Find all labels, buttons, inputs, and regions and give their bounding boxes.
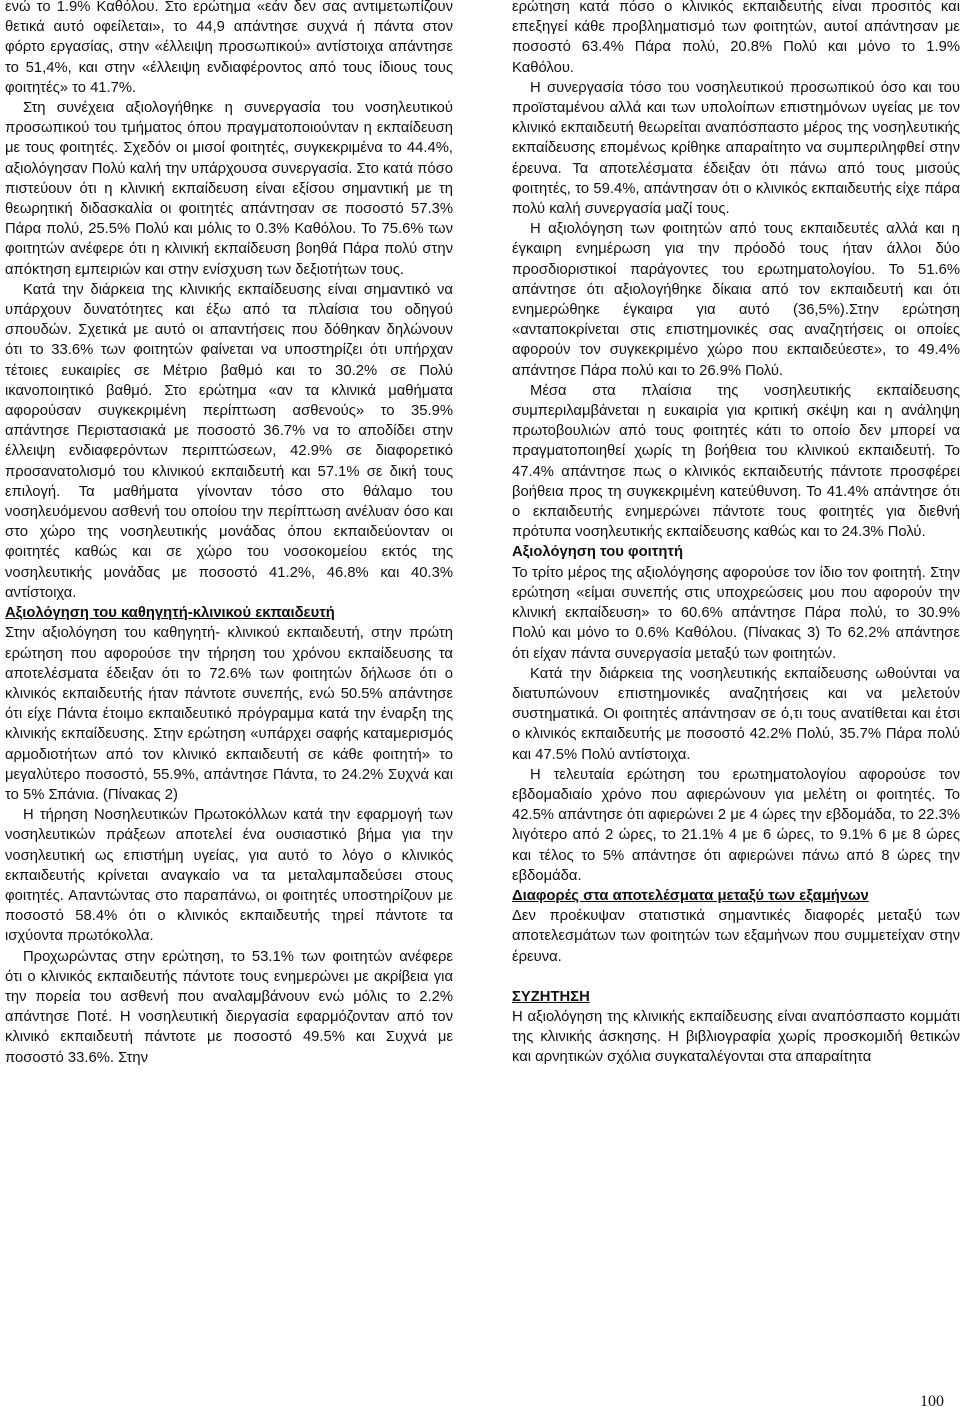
heading-student-evaluation: Αξιολόγηση του φοιτητή — [512, 544, 684, 561]
section-spacer — [512, 967, 960, 987]
left-paragraph-1: ενώ το 1.9% Καθόλου. Στο ερώτημα «εάν δεν σας αντιμετωπίζουν θετικά αυτό οφείλεται», το 44,9 απάντησε συχνά ή πάντα στον φόρτο εργασίας, στην «έλλειψη προσωπικού» αντίστοιχα απάντησε το 51,4%, και στην «έλλειψη ενδιαφέροντος από τους ίδιους τους φοιτητές» το 41.7%. — [5, 0, 453, 96]
right-paragraph-6: Κατά την διάρκεια της νοσηλευτικής εκπαίδευσης ωθούνται να διατυπώνουν επιστημονικές αναζητήσεις και να μελετούν συστηματικά. Οι φοιτητές απάντησαν σε ό,τι τους ανατίθεται και έτσι ο κλινικός εκπαιδευτής με ποσοστό 42.2% Πολύ, 35.7% Πάρα πολύ και 47.5% Πολύ αντίστοιχα. — [512, 665, 960, 763]
heading-semester-differences: Διαφορές στα αποτελέσματα μεταξύ των εξαμήνων — [512, 887, 869, 904]
heading-discussion: ΣΥΖΗΤΗΣΗ — [512, 988, 590, 1005]
right-paragraph-2: Η συνεργασία τόσο του νοσηλευτικού προσωπικού όσο και του προϊσταμένου αλλά και των υπολοίπων επιστημόνων υγείας με τον κλινικό εκπαιδευτή θεωρείται αναπόσπαστο μέρος της νοσηλευτικής εκπαίδευσης επομένως κρίθηκε απαραίτητο να συμπεριληφθεί στην έρευνα. Τα αποτελέσματα έδειξαν ότι πάνω από τους μισούς φοιτητές, το 59.4%, απάντησαν ότι ο κλινικός εκπαιδευτής είχε πάρα πολύ καλή συνεργασία μαζί τους. — [512, 79, 960, 218]
right-paragraph-3: Η αξιολόγηση των φοιτητών από τους εκπαιδευτές αλλά και η έγκαιρη ενημέρωση για την πρόοδό τους ήταν άλλοι δύο προσδιοριστικοί παράγοντες του ερωτηματολογίου. Το 51.6% απάντησε ότι αξιολογήθηκε δίκαια από τον εκπαιδευτή και ότι ενημερώθηκε έγκαιρα για αυτό (36,5%).Στην ερώτηση «ανταποκρίνεται στις επιστημονικές σας αναζητήσεις οι οποίες αφορούν τον συγκεκριμένο χώρο που εκπαιδεύεστε», το 49.4% απάντησε Πάρα πολύ και το 26.9% Πολύ. — [512, 221, 960, 379]
left-paragraph-2: Στη συνέχεια αξιολογήθηκε η συνεργασία του νοσηλευτικού προσωπικού του τμήματος όπου πραγματοποιούνταν η εκπαίδευση με τους φοιτητές. Σχεδόν οι μισοί φοιτητές, συγκεκριμένα το 44.4%, αξιολόγησαν Πολύ καλή την υπάρχουσα συνεργασία. Στο κατά πόσο πιστεύουν ότι η κλινική εκπαίδευση είναι εξίσου σημαντική με τη θεωρητική διδασκαλία οι φοιτητές απάντησαν σε ποσοστό 57.3% Πάρα πολύ, 25.5% Πολύ και μόλις το 0.3% Καθόλου. Το 75.6% των φοιτητών ανέφερε ότι η κλινική εκπαίδευση βοηθά Πάρα πολύ στην απόκτηση εμπειριών και στην ενίσχυση των δεξιοτήτων τους. — [5, 100, 453, 278]
right-paragraph-4: Μέσα στα πλαίσια της νοσηλευτικής εκπαίδευσης συμπεριλαμβάνεται η ευκαιρία για κριτική σκέψη και η ανάληψη πρωτοβουλιών από τους φοιτητές κάτι το οποίο δεν μπορεί να πραγματοποιηθεί χωρίς τη βοήθεια του κλινικού εκπαιδευτή. Το 47.4% απάντησε πως ο κλινικός εκπαιδευτής πάντοτε προσφέρει βοήθεια προς τη συγκεκριμένη κατεύθυνση. Το 41.4% απάντησε ότι ο εκπαιδευτής ενημερώνει πάντοτε τους φοιτητές για διεθνή πρότυπα νοσηλευτικής εκπαίδευσης καθώς και το 24.3% Πολύ. — [512, 382, 960, 541]
right-column — [512, 0, 960, 1068]
left-paragraph-6: Προχωρώντας στην ερώτηση, το 53.1% των φοιτητών ανέφερε ότι ο κλινικός εκπαιδευτής πάντοτε τους ενημερώνει με ακρίβεια για την πορεία του ασθενή που αναλαμβάνουν ενώ μόλις το 2.2% απάντησε Ποτέ. Η νοσηλευτική διεργασία εφαρμόζονταν από τον κλινικό εκπαιδευτή πάντοτε με ποσοστό 49.5% και Συχνά με ποσοστό 33.6%. Στην — [5, 948, 453, 1066]
right-paragraph-5: Το τρίτο μέρος της αξιολόγησης αφορούσε τον ίδιο τον φοιτητή. Στην ερώτηση «είμαι συνεπής στις υποχρεώσεις μου που αφορούν την κλινική εκπαίδευση» το 60.6% απάντησε Πάρα πολύ, το 30.9% Πολύ και μόνο το 0.6% Καθόλου. (Πίνακας 3) Το 62.2% απάντησε ότι είχαν πάντα συνεργασία μεταξύ των φοιτητών. — [512, 564, 960, 662]
left-column — [5, 0, 453, 1068]
right-paragraph-9: Η αξιολόγηση της κλινικής εκπαίδευσης είναι αναπόσπαστο κομμάτι της κλινικής άσκησης. Η βιβλιογραφία χωρίς προσκομιδή θετικών και αρνητικών σχόλια συγκαταλέγονται στα απαραίτητα — [512, 1008, 960, 1066]
left-paragraph-3: Κατά την διάρκεια της κλινικής εκπαίδευσης είναι σημαντικό να υπάρχουν δυνατότητες και έξω από τα πλαίσια του οδηγού σπουδών. Σχετικά με αυτό οι απαντήσεις που δόθηκαν δηλώνουν ότι το 33.6% των φοιτητών φαίνεται να υποστηρίζει ότι υπήρχαν τέτοιες ευκαιρίες σε Μέτριο βαθμό και το 30.2% σε Πολύ ικανοποιητικό βαθμό. Στο ερώτημα «αν τα κλινικά μαθήματα αφορούσαν συγκεκριμένη περίπτωση ασθενούς» το 35.9% απάντησε Περιστασιακά με ποσοστό 36.7% να το αποδίδει στην έλλειψη ενδιαφερόντων περιπτώσεων, 42.9% σε διαφορετικό προσανατολισμό του κλινικού εκπαιδευτή και 57.1% σε δική τους επιλογή. Τα μαθήματα γίνονταν τόσο στο θάλαμο του νοσηλευόμενου ασθενή του οποίου την περίπτωση ανέλυαν όσο και στο χώρο της νοσηλευτικής μονάδας όπου εκπαιδεύονταν οι φοιτητές καθώς και σε χώρο του νοσοκομείου εκτός της νοσηλευτικής μονάδας με ποσοστό 41.2%, 46.8% και 40.3% αντίστοιχα. — [5, 281, 453, 601]
page-number: 100 — [920, 1393, 944, 1410]
right-paragraph-8: Δεν προέκυψαν στατιστικά σημαντικές διαφορές μεταξύ των αποτελεσμάτων των φοιτητών των εξαμήνων που συμμετείχαν στην έρευνα. — [512, 908, 960, 965]
right-paragraph-7: Η τελευταία ερώτηση του ερωτηματολογίου αφορούσε τον εβδομαδιαίο χρόνο που αφιερώνουν για μελέτη οι φοιτητές. Το 42.5% απάντησε ότι αφιερώνει 2 με 4 ώρες την εβδομάδα, το 22.3% λιγότερο από 2 ώρες, το 21.1% 4 με 6 ώρες, το 9.1% 6 με 8 ώρες και τέλος το 5% απάντησε ότι αφιερώνει πάνω από 8 ώρες την εβδομάδα. — [512, 766, 960, 884]
left-paragraph-4: Στην αξιολόγηση του καθηγητή- κλινικού εκπαιδευτή, στην πρώτη ερώτηση που αφορούσε την τήρηση του χρόνου εκπαίδευσης τα αποτελέσματα έδειξαν ότι το 72.6% των φοιτητών δήλωσε ότι ο κλινικός εκπαιδευτής ήταν πάντοτε συνεπής, ενώ 50.5% απάντησε ότι είχε Πάντα έτοιμο εκπαιδευτικό πρόγραμμα κατά την έναρξη της κλινικής εκπαίδευσης. Στην ερώτηση «υπάρχει σαφής καταμερισμός αρμοδιοτήτων από τον κλινικό εκπαιδευτή σε κάθε φοιτητή» το μεγαλύτερο ποσοστό, 55.9%, απάντησε Πάντα, το 24.2% Συχνά και το 5% Σπάνια. (Πίνακας 2) — [5, 625, 453, 803]
left-paragraph-5: Η τήρηση Νοσηλευτικών Πρωτοκόλλων κατά την εφαρμογή των νοσηλευτικών πράξεων αποτελεί ένα ουσιαστικό βήμα για την νοσηλευτική ως επιστήμη υγείας, για αυτό το λόγο ο κλινικός εκπαιδευτής κρίνεται αναγκαίο να τα μεταλαμπαδεύσει στους φοιτητές. Απαντώντας στο παραπάνω, οι φοιτητές υποστηρίζουν με ποσοστό 58.4% ότι ο κλινικός εκπαιδευτής τηρεί πάντοτε τα ισχύοντα πρωτόκολλα. — [5, 807, 453, 945]
right-paragraph-1: ερώτηση κατά πόσο ο κλινικός εκπαιδευτής είναι προσιτός και επεξηγεί κάθε προβληματισμό των φοιτητών, αυτοί απάντησαν με ποσοστό 63.4% Πάρα πολύ, 20.8% Πολύ και μόνο το 1.9% Καθόλου. — [512, 0, 960, 76]
heading-instructor-evaluation: Αξιολόγηση του καθηγητή-κλινικού εκπαιδευτή — [5, 605, 335, 622]
